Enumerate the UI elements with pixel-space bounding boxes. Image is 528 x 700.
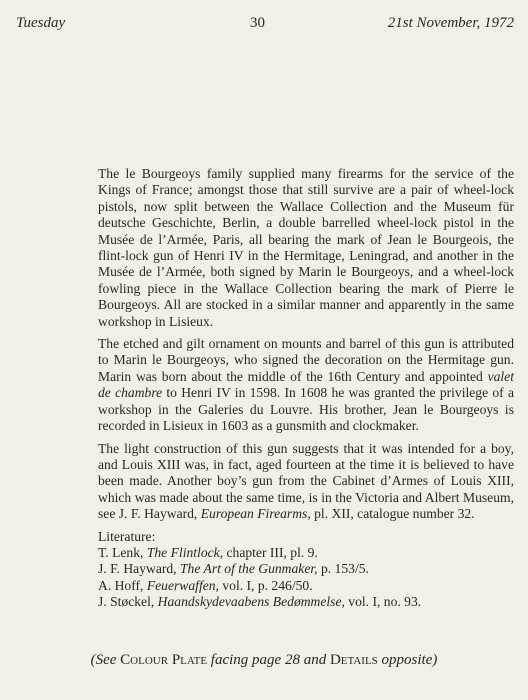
literature-detail: chapter III, pl. 9. bbox=[223, 544, 318, 560]
page-number: 30 bbox=[250, 15, 265, 31]
construction-italic: European Firearms, bbox=[200, 506, 311, 522]
paragraph-family: The le Bourgeoys family supplied many firearms for the service of the Kings of France; amongst those that still survive are a pair of wheel-lock pistols, now split between the Wallace Collection and the Museum für deutsche Geschichte, Berlin, a double barrelled wheel-lock pistol in the Musée de l’Armée, Paris, all bearing the mark of Jean le Bourgeois, the flint-lock gun of Henri IV in the Hermitage, Leningrad, and another in the Musée de l’Armée, both signed by Marin le Bourgeoys, and a wheel-lock fowling piece in the Wallace Collection bearing the mark of Pierre le Bourgeoys. All are stocked in a similar manner and apparently in the same workshop in Lisieux. bbox=[98, 166, 514, 329]
literature-item bbox=[98, 594, 514, 610]
plate-reference-open: (See bbox=[90, 652, 121, 668]
literature-list bbox=[98, 545, 514, 611]
literature-heading: Literature: bbox=[98, 528, 156, 544]
construction-text-a: The light construction of this gun suggests that it was intended for a boy, and Louis XIII was, in fact, aged fourteen at the time it is believed to have been made. Another boy’s gun from the Cabinet d’Armes of Louis XIII, which was made about the same time, is in the Victoria and Albert Museum, see J. F. Hayward, bbox=[98, 440, 514, 522]
literature-title: The Flintlock, bbox=[146, 544, 224, 560]
plate-reference-close: opposite) bbox=[377, 652, 438, 668]
plate-reference bbox=[0, 652, 528, 669]
ornament-italic: valet de chambre bbox=[98, 368, 514, 401]
plate-reference-mid: facing page 28 and bbox=[207, 652, 330, 668]
literature-item bbox=[98, 578, 514, 594]
paragraph-construction bbox=[98, 441, 514, 523]
colour-plate-label: Colour Plate bbox=[120, 652, 208, 668]
ornament-text-a: The etched and gilt ornament on mounts and barrel of this gun is attributed to Marin le Bourgeoys, who signed the decoration on the Hermitage gun. Marin was born about the middle of the 16th Century and appointed bbox=[98, 336, 514, 384]
literature-author: T. Lenk, bbox=[98, 544, 147, 560]
literature-author: A. Hoff, bbox=[98, 577, 147, 593]
literature-detail: vol. I, no. 93. bbox=[344, 594, 422, 610]
literature-author: J. Støckel, bbox=[98, 594, 158, 610]
header-date: 21st November, 1972 bbox=[387, 15, 514, 31]
details-label: Details bbox=[329, 652, 378, 668]
ornament-text-b: to Henri IV in 1598. In 1608 he was granted the privilege of a workshop in the Galeries du Louvre. His brother, Jean le Bourgeoys is recorded in Lisieux in 1603 as a gunsmith and clockmaker. bbox=[98, 385, 514, 434]
page-header bbox=[0, 15, 528, 35]
header-day: Tuesday bbox=[16, 15, 66, 31]
literature-title: Haandskydevaabens Bedømmelse, bbox=[157, 594, 345, 610]
catalogue-text bbox=[98, 166, 514, 611]
paragraph-ornament bbox=[98, 336, 514, 434]
literature-detail: p. 153/5. bbox=[317, 561, 369, 577]
literature-item bbox=[98, 561, 514, 577]
construction-text-b: pl. XII, catalogue number 32. bbox=[310, 506, 475, 522]
literature-detail: vol. I, p. 246/50. bbox=[218, 577, 313, 593]
literature-item bbox=[98, 545, 514, 561]
literature-title: The Art of the Gunmaker, bbox=[179, 561, 318, 577]
literature-title: Feuerwaffen, bbox=[146, 577, 219, 593]
literature-author: J. F. Hayward, bbox=[98, 561, 180, 577]
